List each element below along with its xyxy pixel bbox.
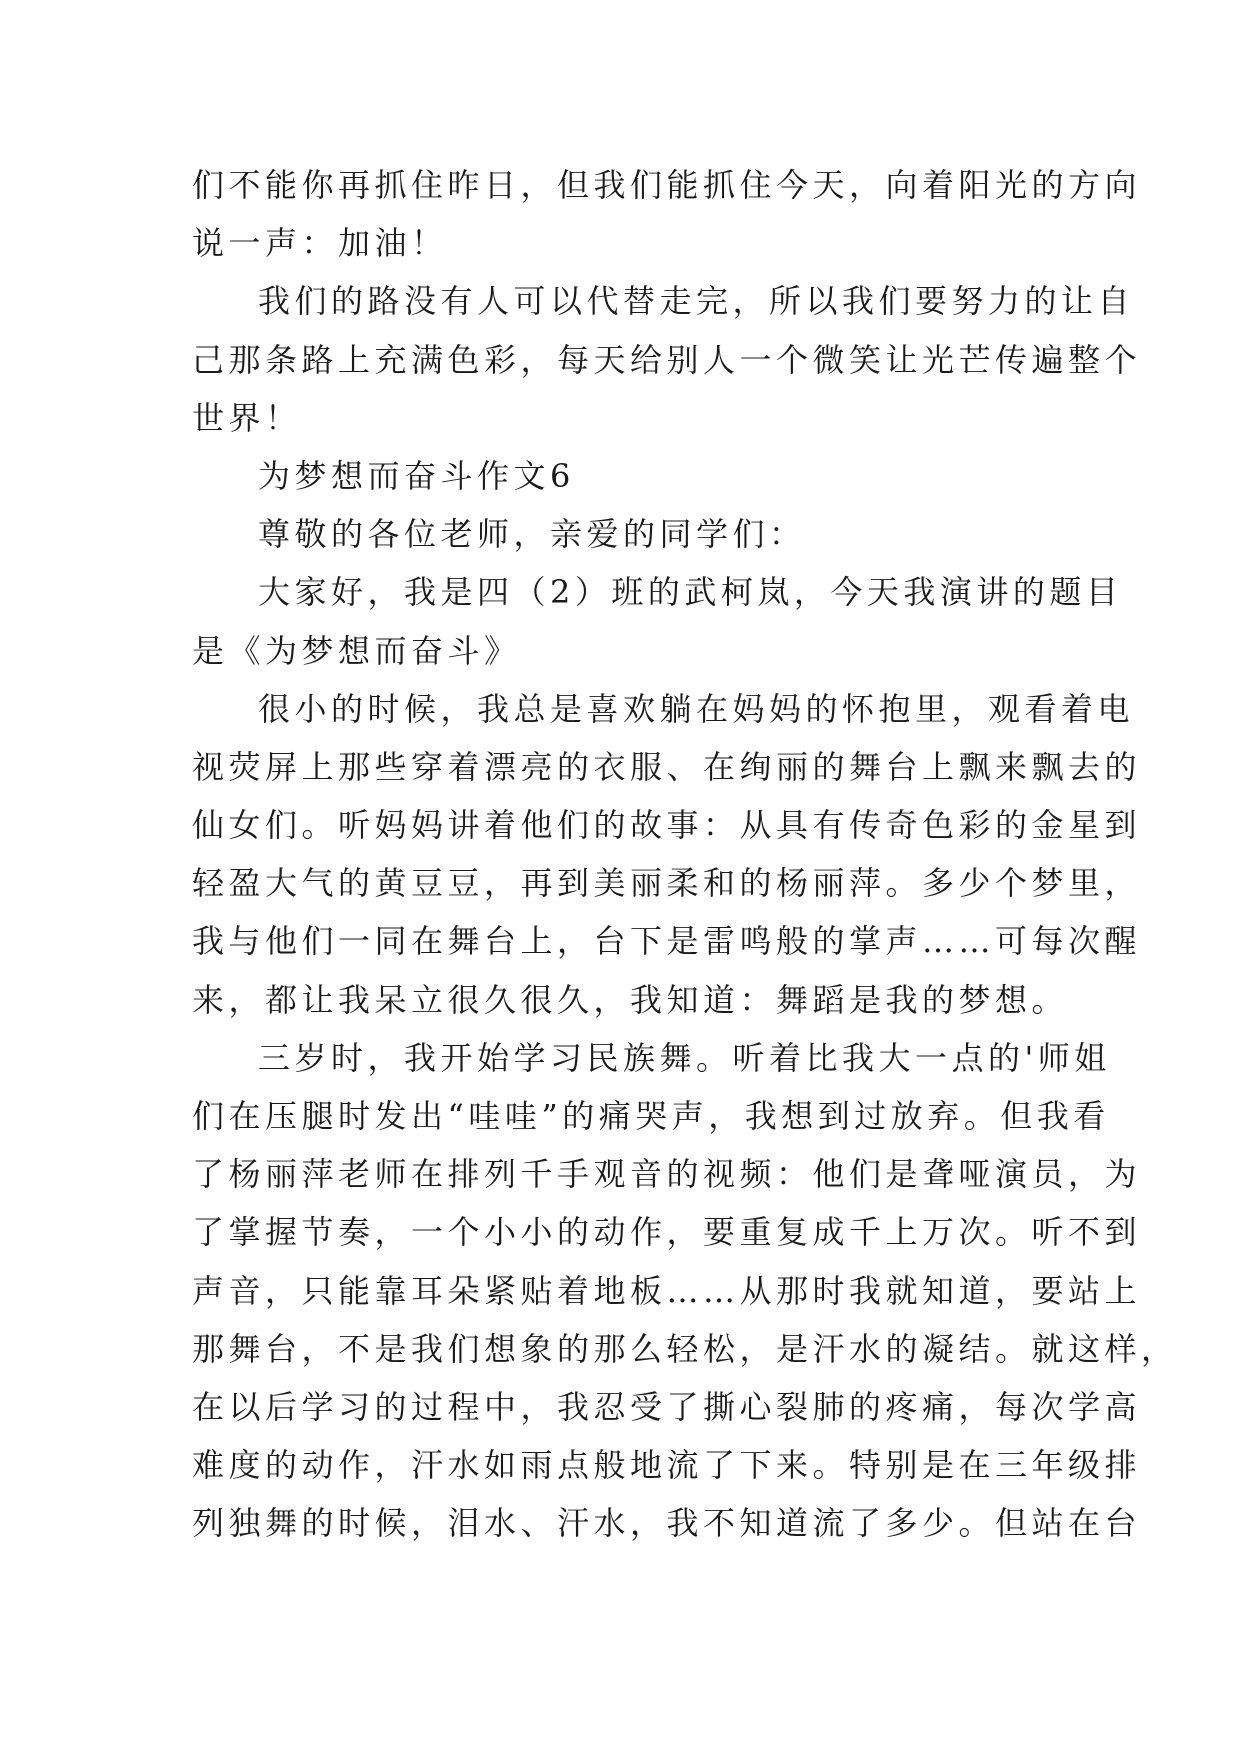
- text-line: 们不能你再抓住昨日，但我们能抓住今天，向着阳光的方向: [192, 166, 1142, 204]
- text-line: 在以后学习的过程中，我忍受了撕心裂肺的疼痛，每次学高: [192, 1387, 1142, 1426]
- text-line: 大家好，我是四（2）班的武柯岚，今天我演讲的题目: [258, 573, 1123, 612]
- text-line: 列独舞的时候，泪水、汗水，我不知道流了多少。但站在台: [192, 1504, 1142, 1543]
- text-line: 难度的动作，汗水如雨点般地流了下来。特别是在三年级排: [192, 1446, 1142, 1485]
- text-line: 说一声：加油！: [192, 224, 448, 263]
- text-line: 我们的路没有人可以代替走完，所以我们要努力的让自: [258, 282, 1135, 321]
- section-heading: 为梦想而奋斗作文6: [258, 456, 575, 495]
- text-line: 轻盈大气的黄豆豆，再到美丽柔和的杨丽萍。多少个梦里，: [192, 864, 1142, 903]
- salutation: 尊敬的各位老师，亲爱的同学们：: [258, 515, 806, 554]
- text-line: 来，都让我呆立很久很久，我知道：舞蹈是我的梦想。: [192, 980, 1069, 1019]
- text-line: 了杨丽萍老师在排列千手观音的视频：他们是聋哑演员，为: [192, 1155, 1142, 1194]
- text-line: 了掌握节奏，一个小小的动作，要重复成千上万次。听不到: [192, 1213, 1142, 1252]
- text-line: 仙女们。听妈妈讲着他们的故事：从具有传奇色彩的金星到: [192, 806, 1142, 845]
- text-line: 视荧屏上那些穿着漂亮的衣服、在绚丽的舞台上飘来飘去的: [192, 747, 1142, 786]
- text-line: 己那条路上充满色彩，每天给别人一个微笑让光芒传遍整个: [192, 340, 1142, 379]
- essay-text: [192, 156, 1178, 1553]
- text-line: 是《为梦想而奋斗》: [192, 631, 521, 670]
- text-line: 那舞台，不是我们想象的那么轻松，是汗水的凝结。就这样，: [192, 1329, 1178, 1368]
- text-line: 们在压腿时发出“哇哇”的痛哭声，我想到过放弃。但我看: [192, 1097, 1110, 1135]
- text-line: 很小的时候，我总是喜欢躺在妈妈的怀抱里，观看着电: [258, 689, 1135, 728]
- text-line: 三岁时，我开始学习民族舞。听着比我大一点的'师姐: [258, 1038, 1111, 1077]
- text-line: 世界！: [192, 398, 302, 437]
- text-line: 声音，只能靠耳朵紧贴着地板……从那时我就知道，要站上: [192, 1271, 1142, 1310]
- text-line: 我与他们一同在舞台上，台下是雷鸣般的掌声……可每次醒: [192, 922, 1142, 961]
